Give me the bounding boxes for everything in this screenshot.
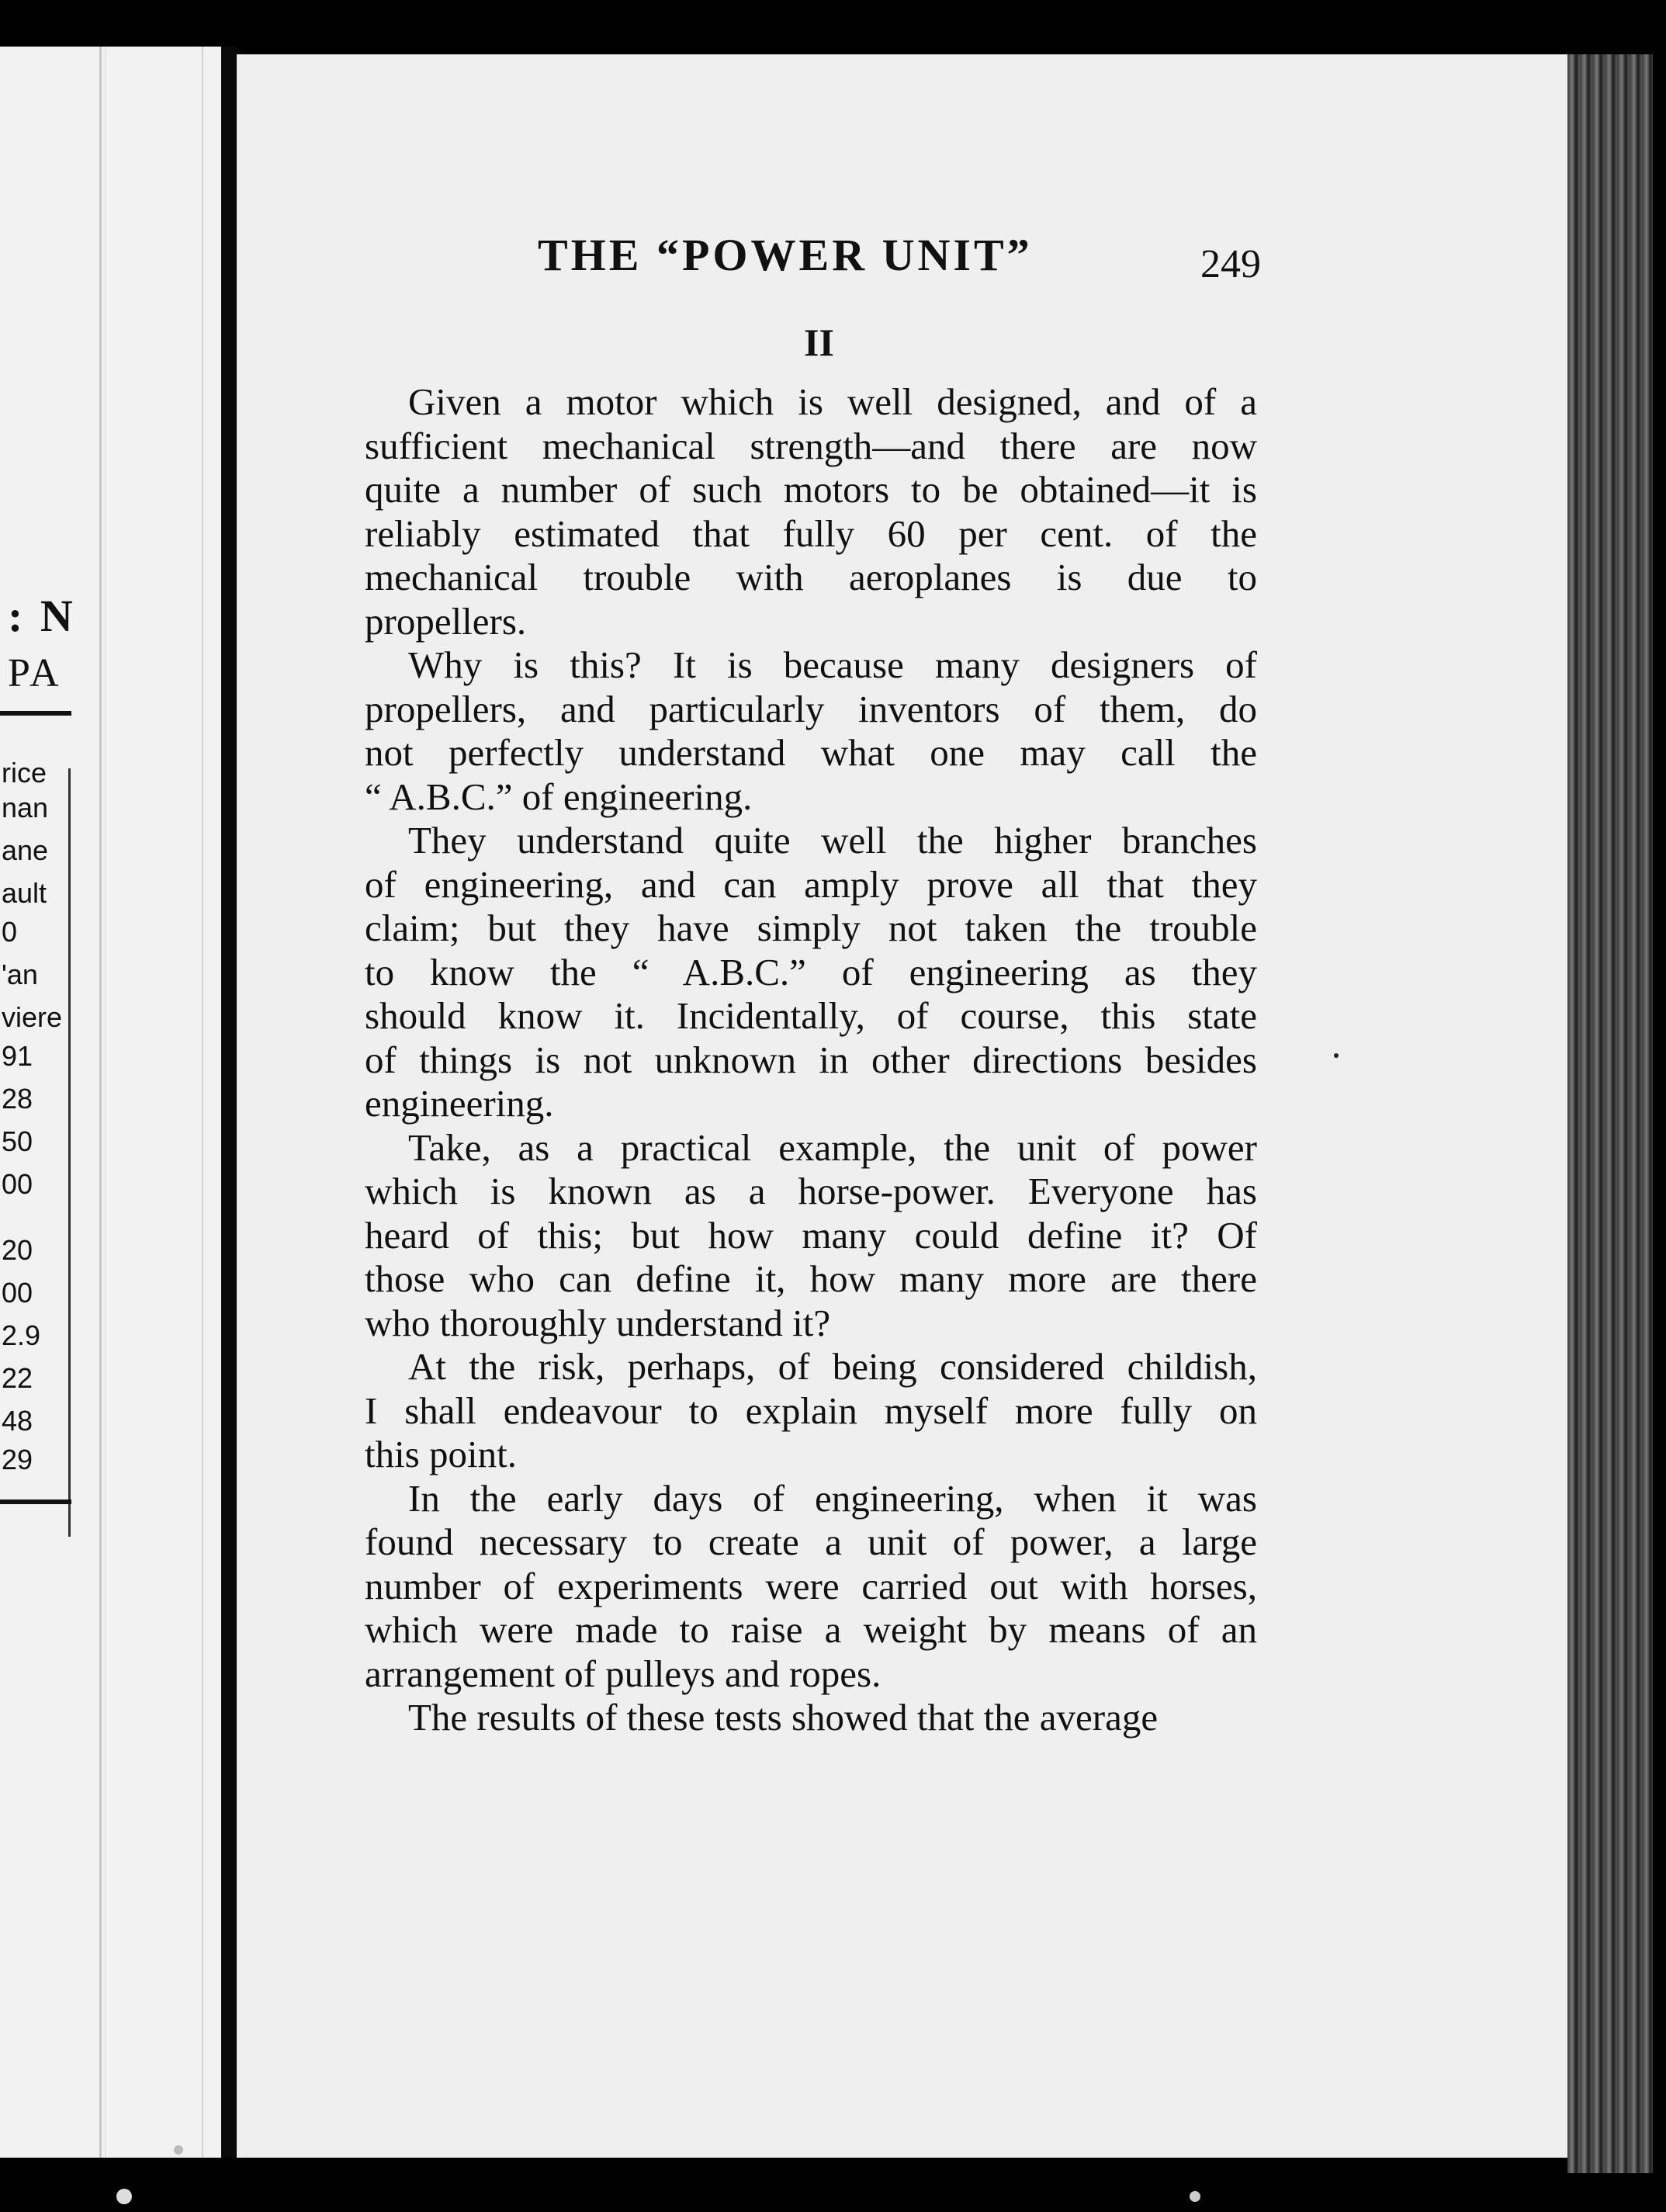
speck xyxy=(116,2189,132,2204)
facing-subheading: PA xyxy=(8,651,62,695)
text-line: propellers. xyxy=(365,599,527,643)
text-line: who thoroughly understand it? xyxy=(365,1301,831,1344)
page-edge-line xyxy=(105,47,106,2158)
text-line: heard of this; but how many could define it? Of xyxy=(365,1213,1257,1257)
facing-table-cell: 'an xyxy=(2,959,38,990)
text-line: In the early days of engineering, when it was xyxy=(408,1476,1257,1520)
facing-table-cell: 00 xyxy=(2,1168,33,1200)
page-stack-edge xyxy=(1567,54,1653,2173)
facing-page-fragment xyxy=(0,47,221,2158)
text-line: number of experiments were carried out with horses, xyxy=(365,1564,1257,1607)
text-line: not perfectly understand what one may call the xyxy=(365,731,1257,774)
text-line: Take, as a practical example, the unit of power xyxy=(408,1125,1257,1169)
paragraph xyxy=(365,1126,1257,1346)
facing-table-cell: 29 xyxy=(2,1444,33,1475)
facing-table-cell: 22 xyxy=(2,1362,33,1394)
facing-table-cell: rice xyxy=(2,757,47,789)
text-line: which is known as a horse-power. Everyone has xyxy=(365,1170,1257,1212)
text-line: engineering. xyxy=(365,1082,554,1125)
text-line: I shall endeavour to explain myself more fully on xyxy=(365,1389,1257,1432)
facing-table-cell: 28 xyxy=(2,1083,33,1115)
text-line: The results of these tests showed that the average xyxy=(408,1696,1159,1739)
paragraph xyxy=(365,1696,1257,1740)
text-line: to know the “ A.B.C.” of engineering as they xyxy=(365,950,1257,993)
facing-table-cell: 2.9 xyxy=(2,1319,41,1351)
facing-rule-top xyxy=(0,711,71,716)
page-header xyxy=(310,229,1261,291)
facing-table-cell: 91 xyxy=(2,1040,33,1072)
speck xyxy=(1190,2191,1200,2202)
paragraph xyxy=(365,819,1257,1126)
paragraph xyxy=(365,1477,1257,1697)
text-line: reliably estimated that fully 60 per cent. of the xyxy=(365,511,1257,555)
text-line: sufficient mechanical strength—and there are now xyxy=(365,424,1257,467)
section-number: II xyxy=(804,321,834,364)
text-line: Given a motor which is well designed, and of a xyxy=(408,380,1257,423)
text-line: those who can define it, how many more are there xyxy=(365,1257,1257,1300)
running-head: THE “POWER UNIT” xyxy=(538,230,1033,280)
text-line: At the risk, perhaps, of being considered childish, xyxy=(408,1345,1257,1388)
text-line: found necessary to create a unit of power, a large xyxy=(365,1520,1257,1563)
text-line: Why is this? It is because many designers of xyxy=(408,643,1257,686)
facing-table-cell: ane xyxy=(2,834,49,866)
text-line: which were made to raise a weight by means of an xyxy=(365,1608,1257,1651)
text-line: this point. xyxy=(365,1433,518,1475)
paragraph xyxy=(365,643,1257,819)
book-gutter xyxy=(221,47,237,2158)
text-line: of things is not unknown in other directions besides xyxy=(365,1038,1257,1081)
facing-table-cell: ault xyxy=(2,877,47,909)
facing-table-cell: 00 xyxy=(2,1277,33,1309)
body-text xyxy=(365,380,1257,1740)
text-line: “ A.B.C.” of engineering. xyxy=(365,775,753,818)
text-line: of engineering, and can amply prove all that they xyxy=(365,862,1257,906)
page-number: 249 xyxy=(1200,242,1261,286)
text-line: arrangement of pulleys and ropes. xyxy=(365,1652,881,1695)
text-line: They understand quite well the higher branches xyxy=(408,819,1257,862)
page-edge-line xyxy=(202,47,203,2158)
facing-table-cell: 48 xyxy=(2,1405,33,1437)
facing-table-cell: 50 xyxy=(2,1125,33,1157)
facing-table-cell: 0 xyxy=(2,916,18,948)
facing-heading: : N xyxy=(8,591,76,641)
text-line: mechanical trouble with aeroplanes is due to xyxy=(365,556,1257,598)
facing-rule-bottom xyxy=(0,1500,71,1504)
text-line: quite a number of such motors to be obtained—it is xyxy=(365,468,1257,511)
facing-column-rule xyxy=(68,768,71,1537)
paragraph xyxy=(365,380,1257,643)
facing-table-cell: viere xyxy=(2,1001,63,1033)
text-line: propellers, and particularly inventors of them, do xyxy=(365,687,1257,730)
facing-table-cell: 20 xyxy=(2,1234,33,1266)
paragraph xyxy=(365,1345,1257,1477)
facing-table-cell: nan xyxy=(2,792,49,823)
text-line: should know it. Incidentally, of course, this state xyxy=(365,994,1257,1037)
text-line: claim; but they have simply not taken the trouble xyxy=(365,907,1257,949)
page-edge-line xyxy=(99,47,102,2158)
